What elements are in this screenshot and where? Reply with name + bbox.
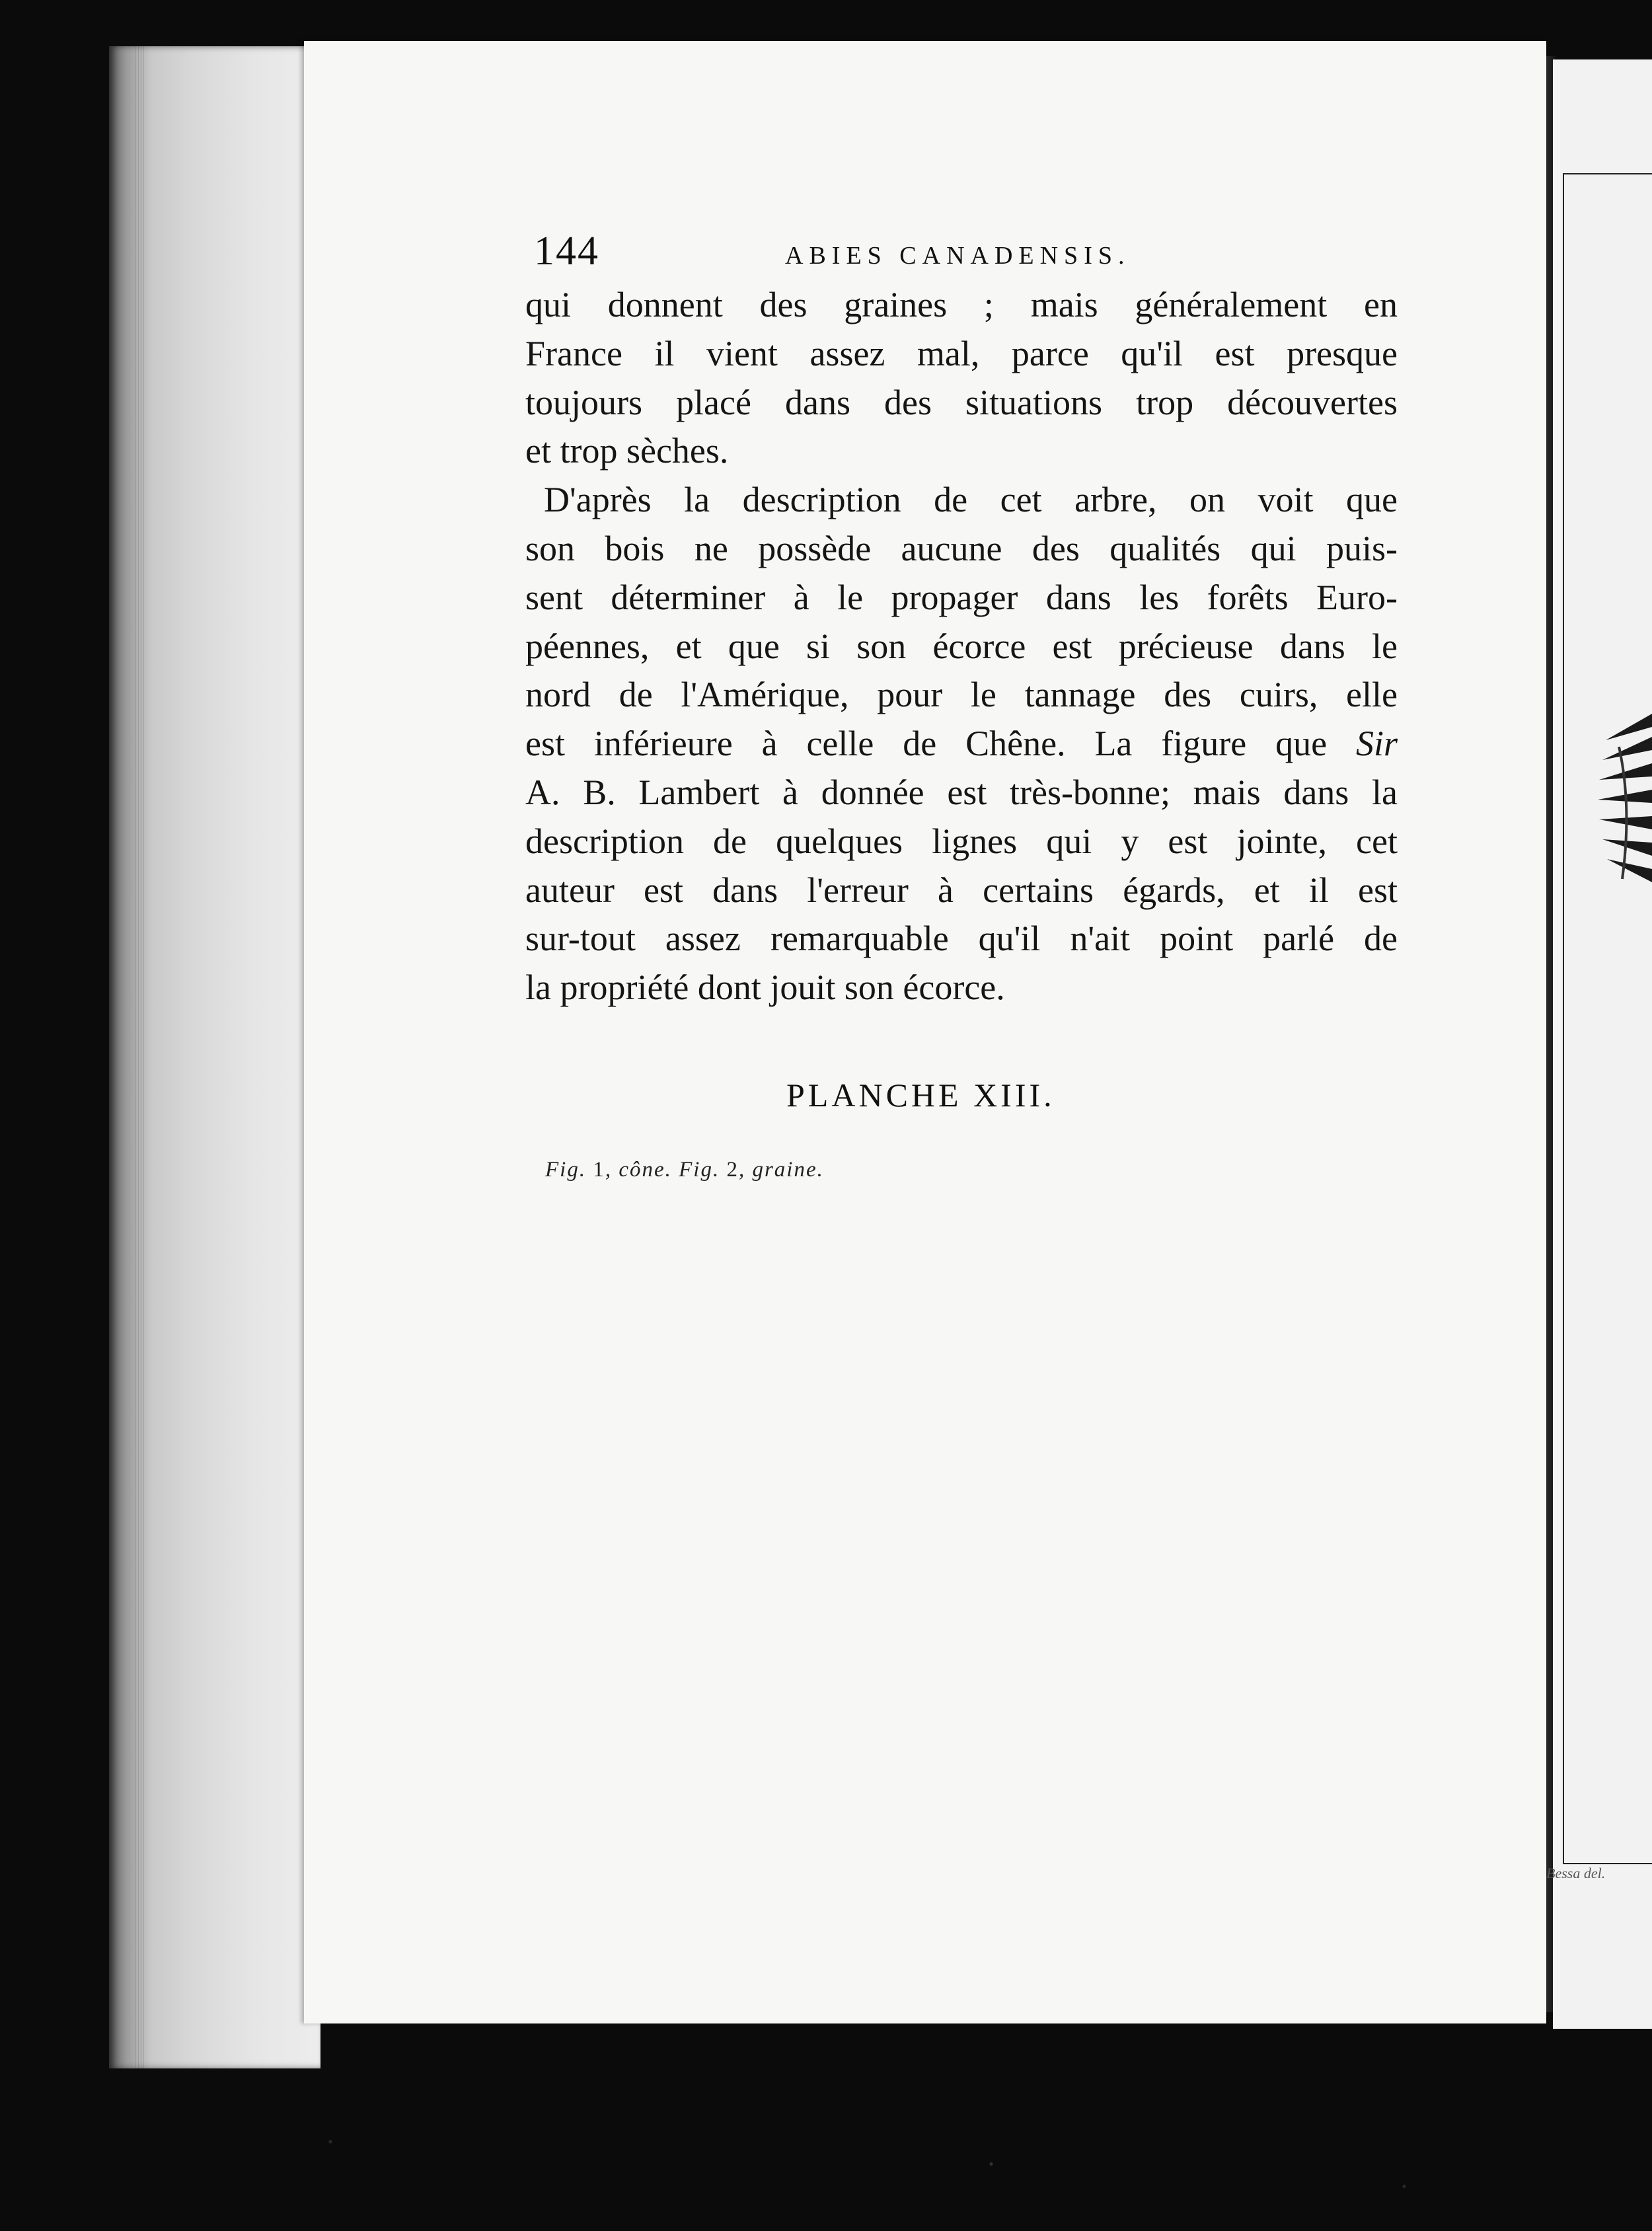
page-header: [534, 228, 1406, 281]
text-line: sent déterminer à le propager dans les forêts Euro-: [525, 577, 1398, 617]
fig2-text: graine.: [752, 1158, 824, 1182]
page-edges: [109, 46, 320, 2068]
text-line: sur-tout assez remarquable qu'il n'ait point parlé de: [525, 919, 1398, 959]
fig2-number: 2: [726, 1158, 739, 1182]
plate-heading: PLANCHE XIII.: [786, 1077, 1055, 1114]
fig2-label: Fig.: [679, 1158, 720, 1182]
text-line-with-italic: [525, 720, 1398, 769]
text-line: auteur est dans l'erreur à certains égards, et il est: [525, 870, 1398, 910]
italic-word: Sir: [1355, 724, 1398, 764]
text-line: toujours placé dans des situations trop découvertes: [525, 382, 1398, 422]
fig1-label: Fig.: [545, 1158, 587, 1182]
page-number: 144: [534, 229, 599, 274]
text-line: la propriété dont jouit son écorce.: [525, 967, 1005, 1008]
text-line: A. B. Lambert à donnée est très-bonne; mais dans la: [525, 772, 1398, 812]
figure-caption: Fig. 1, cône. Fig. 2, graine.: [545, 1158, 824, 1182]
fig1-text: cône.: [619, 1158, 672, 1182]
text-line: qui donnent des graines ; mais généralement en: [525, 285, 1398, 324]
text-line: D'après la description de cet arbre, on voit que: [544, 480, 1398, 520]
text-line: son bois ne possède aucune des qualités qui puis-: [525, 528, 1398, 568]
text-line: nord de l'Amérique, pour le tannage des cuirs, elle: [525, 675, 1398, 715]
facing-plate-caption: Bessa del.: [1546, 1865, 1606, 1881]
text-line: péennes, et que si son écorce est précieuse dans le: [525, 626, 1398, 666]
text-segment: est inférieure à celle de Chêne. La figure que: [525, 724, 1328, 764]
text-line: description de quelques lignes qui y est jointe, cet: [525, 821, 1398, 861]
body-text: [525, 281, 1398, 1012]
text-line: et trop sèches.: [525, 431, 729, 471]
facing-plate-illustration: [1593, 700, 1652, 912]
running-title: ABIES CANADENSIS.: [785, 242, 1131, 270]
fig1-number: 1: [593, 1158, 605, 1182]
text-line: France il vient assez mal, parce qu'il est presque: [525, 333, 1398, 373]
facing-plate-frame: [1563, 173, 1652, 1864]
